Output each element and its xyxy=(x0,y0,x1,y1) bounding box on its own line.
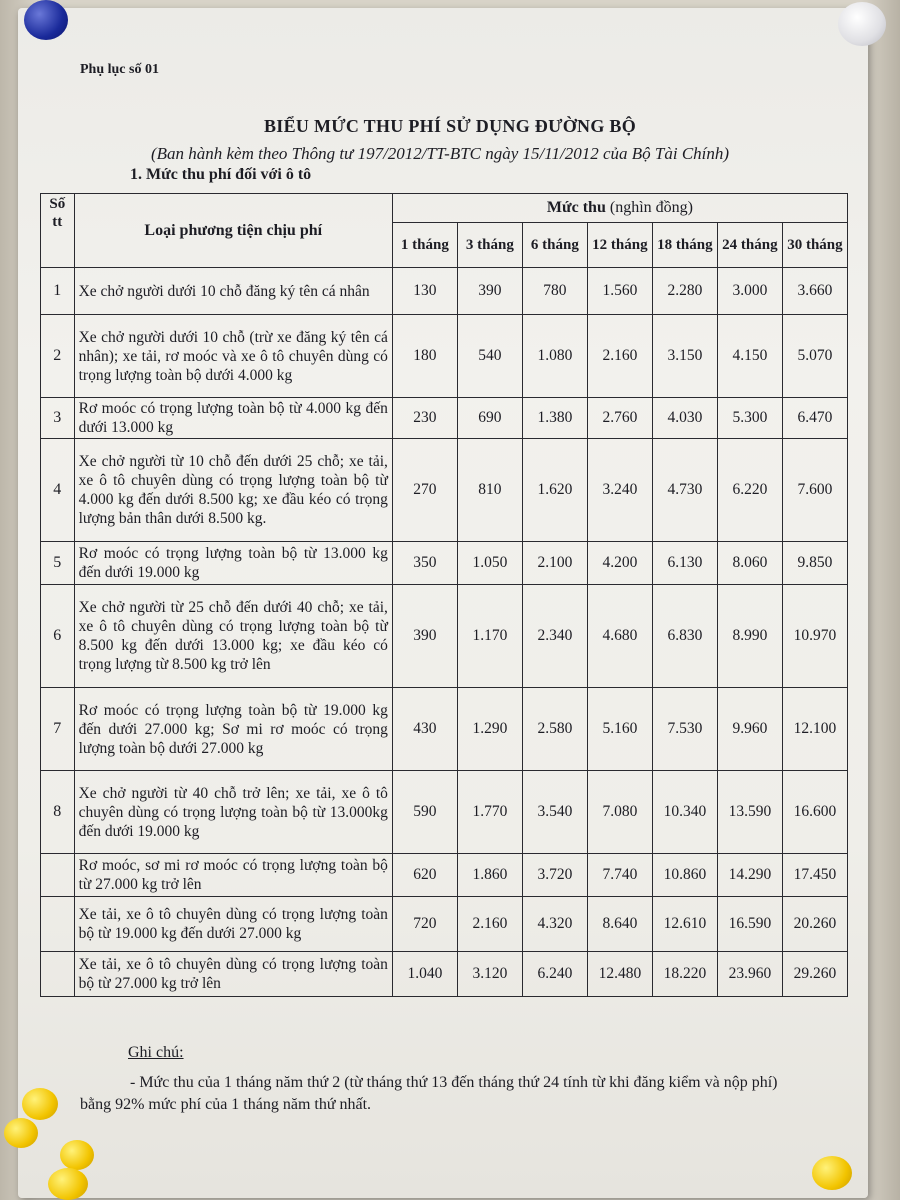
fee-value: 10.970 xyxy=(782,585,847,688)
row-number xyxy=(41,854,75,897)
fee-value: 4.200 xyxy=(587,542,652,585)
table-row xyxy=(41,688,848,771)
header-number: Số tt xyxy=(41,194,75,268)
notes-text: - Mức thu của 1 tháng năm thứ 2 (từ tháng thứ 13 đến tháng thứ 24 tính từ khi đăng kiểm và nộp phí) bằng 92% mức phí của 1 tháng năm thứ nhất. xyxy=(80,1074,778,1113)
table-row xyxy=(41,771,848,854)
header-month: 6 tháng xyxy=(522,223,587,268)
header-rate xyxy=(392,194,847,223)
fee-value: 180 xyxy=(392,315,457,398)
fee-value: 7.740 xyxy=(587,854,652,897)
fee-value: 5.070 xyxy=(782,315,847,398)
fee-value: 12.480 xyxy=(587,952,652,997)
fee-value: 4.680 xyxy=(587,585,652,688)
fee-value: 4.150 xyxy=(717,315,782,398)
fee-value: 1.770 xyxy=(457,771,522,854)
vehicle-description: Xe chở người dưới 10 chỗ đăng ký tên cá nhân xyxy=(74,268,392,315)
row-number: 2 xyxy=(41,315,75,398)
fee-value: 6.830 xyxy=(652,585,717,688)
header-rate-label: Mức thu xyxy=(546,199,606,216)
table-row xyxy=(41,398,848,439)
header-month: 18 tháng xyxy=(652,223,717,268)
fee-value: 810 xyxy=(457,439,522,542)
fee-value: 12.610 xyxy=(652,897,717,952)
yellow-pushpin-icon xyxy=(812,1156,852,1190)
fee-value: 1.290 xyxy=(457,688,522,771)
fee-value: 10.860 xyxy=(652,854,717,897)
vehicle-description: Rơ moóc có trọng lượng toàn bộ từ 13.000 kg đến dưới 19.000 kg xyxy=(74,542,392,585)
header-month: 1 tháng xyxy=(392,223,457,268)
vehicle-description: Rơ moóc có trọng lượng toàn bộ từ 19.000 kg đến dưới 27.000 kg; Sơ mi rơ moóc có trọng lượng toàn bộ dưới 27.000 kg xyxy=(74,688,392,771)
fee-value: 5.300 xyxy=(717,398,782,439)
vehicle-description: Xe chở người từ 25 chỗ đến dưới 40 chỗ; xe tải, xe ô tô chuyên dùng có trọng lượng toàn bộ từ 8.500 kg đến dưới 13.000 kg; xe đầu kéo có trọng lượng từ 8.500 kg trở lên xyxy=(74,585,392,688)
row-number: 6 xyxy=(41,585,75,688)
vehicle-description: Xe chở người từ 40 chỗ trở lên; xe tải, xe ô tô chuyên dùng có trọng lượng toàn bộ từ 13.000kg đến dưới 19.000 kg xyxy=(74,771,392,854)
table-row xyxy=(41,897,848,952)
document-subtitle: (Ban hành kèm theo Thông tư 197/2012/TT-BTC ngày 15/11/2012 của Bộ Tài Chính) xyxy=(150,144,730,163)
fee-value: 2.760 xyxy=(587,398,652,439)
header-month: 30 tháng xyxy=(782,223,847,268)
header-vehicle-type: Loại phương tiện chịu phí xyxy=(74,194,392,268)
fee-value: 2.280 xyxy=(652,268,717,315)
fee-value: 13.590 xyxy=(717,771,782,854)
document-title: BIỂU MỨC THU PHÍ SỬ DỤNG ĐƯỜNG BỘ xyxy=(263,116,637,136)
fee-value: 2.340 xyxy=(522,585,587,688)
vehicle-description: Rơ moóc, sơ mi rơ moóc có trọng lượng toàn bộ từ 27.000 kg trở lên xyxy=(74,854,392,897)
yellow-pushpin-icon xyxy=(4,1118,38,1148)
fee-value: 620 xyxy=(392,854,457,897)
vehicle-description: Xe tải, xe ô tô chuyên dùng có trọng lượng toàn bộ từ 27.000 kg trở lên xyxy=(74,952,392,997)
fee-value: 14.290 xyxy=(717,854,782,897)
fee-value: 1.620 xyxy=(522,439,587,542)
header-month: 12 tháng xyxy=(587,223,652,268)
table-row xyxy=(41,268,848,315)
section-heading: 1. Mức thu phí đối với ô tô xyxy=(130,166,312,183)
yellow-pushpin-icon xyxy=(60,1140,94,1170)
fee-value: 1.860 xyxy=(457,854,522,897)
header-rate-unit: (nghìn đồng) xyxy=(609,199,693,216)
vehicle-description: Xe chở người dưới 10 chỗ (trừ xe đăng ký tên cá nhân); xe tải, rơ moóc và xe ô tô chuyên dùng có trọng lượng toàn bộ dưới 4.000 kg xyxy=(74,315,392,398)
notes-title: Ghi chú: xyxy=(128,1044,184,1061)
fee-value: 1.080 xyxy=(522,315,587,398)
fee-value: 4.030 xyxy=(652,398,717,439)
row-number xyxy=(41,952,75,997)
fee-value: 780 xyxy=(522,268,587,315)
fee-value: 1.560 xyxy=(587,268,652,315)
row-number xyxy=(41,897,75,952)
vehicle-description: Rơ moóc có trọng lượng toàn bộ từ 4.000 kg đến dưới 13.000 kg xyxy=(74,398,392,439)
fee-value: 6.470 xyxy=(782,398,847,439)
fee-value: 590 xyxy=(392,771,457,854)
fee-value: 2.160 xyxy=(587,315,652,398)
fee-value: 17.450 xyxy=(782,854,847,897)
table-row xyxy=(41,952,848,997)
table-row xyxy=(41,439,848,542)
vehicle-description: Xe tải, xe ô tô chuyên dùng có trọng lượng toàn bộ từ 19.000 kg đến dưới 27.000 kg xyxy=(74,897,392,952)
fee-value: 1.170 xyxy=(457,585,522,688)
fee-value: 8.060 xyxy=(717,542,782,585)
fee-value: 4.730 xyxy=(652,439,717,542)
fee-table xyxy=(40,193,848,997)
row-number: 4 xyxy=(41,439,75,542)
fee-value: 4.320 xyxy=(522,897,587,952)
fee-value: 1.380 xyxy=(522,398,587,439)
fee-value: 130 xyxy=(392,268,457,315)
fee-value: 3.660 xyxy=(782,268,847,315)
fee-value: 690 xyxy=(457,398,522,439)
fee-value: 18.220 xyxy=(652,952,717,997)
fee-value: 390 xyxy=(457,268,522,315)
fee-value: 6.220 xyxy=(717,439,782,542)
table-row xyxy=(41,585,848,688)
header-month: 3 tháng xyxy=(457,223,522,268)
fee-value: 2.160 xyxy=(457,897,522,952)
row-number: 1 xyxy=(41,268,75,315)
fee-value: 7.600 xyxy=(782,439,847,542)
fee-value: 1.050 xyxy=(457,542,522,585)
fee-value: 12.100 xyxy=(782,688,847,771)
fee-value: 8.990 xyxy=(717,585,782,688)
fee-value: 6.130 xyxy=(652,542,717,585)
fee-value: 6.240 xyxy=(522,952,587,997)
row-number: 5 xyxy=(41,542,75,585)
fee-value: 430 xyxy=(392,688,457,771)
row-number: 7 xyxy=(41,688,75,771)
header-month: 24 tháng xyxy=(717,223,782,268)
yellow-pushpin-icon xyxy=(22,1088,58,1120)
fee-value: 20.260 xyxy=(782,897,847,952)
fee-value: 390 xyxy=(392,585,457,688)
table-row xyxy=(41,854,848,897)
fee-value: 16.600 xyxy=(782,771,847,854)
fee-value: 270 xyxy=(392,439,457,542)
fee-value: 3.540 xyxy=(522,771,587,854)
fee-value: 9.850 xyxy=(782,542,847,585)
fee-value: 230 xyxy=(392,398,457,439)
fee-value: 5.160 xyxy=(587,688,652,771)
row-number: 8 xyxy=(41,771,75,854)
table-row xyxy=(41,542,848,585)
fee-value: 3.150 xyxy=(652,315,717,398)
fee-value: 2.100 xyxy=(522,542,587,585)
fee-value: 10.340 xyxy=(652,771,717,854)
row-number: 3 xyxy=(41,398,75,439)
fee-value: 720 xyxy=(392,897,457,952)
fee-value: 3.120 xyxy=(457,952,522,997)
fee-value: 23.960 xyxy=(717,952,782,997)
fee-value: 3.720 xyxy=(522,854,587,897)
blue-pushpin-icon xyxy=(24,0,68,40)
fee-value: 350 xyxy=(392,542,457,585)
fee-value: 16.590 xyxy=(717,897,782,952)
fee-value: 2.580 xyxy=(522,688,587,771)
white-pushpin-icon xyxy=(838,2,886,46)
table-row xyxy=(41,315,848,398)
fee-value: 1.040 xyxy=(392,952,457,997)
vehicle-description: Xe chở người từ 10 chỗ đến dưới 25 chỗ; xe tải, xe ô tô chuyên dùng có trọng lượng toàn bộ từ 4.000 kg đến dưới 8.500 kg; xe đầu kéo có trọng lượng bản thân dưới 8.500 kg. xyxy=(74,439,392,542)
fee-value: 540 xyxy=(457,315,522,398)
fee-value: 7.530 xyxy=(652,688,717,771)
yellow-pushpin-icon xyxy=(48,1168,88,1200)
fee-value: 3.000 xyxy=(717,268,782,315)
appendix-label: Phụ lục số 01 xyxy=(80,62,159,77)
fee-value: 29.260 xyxy=(782,952,847,997)
fee-value: 8.640 xyxy=(587,897,652,952)
fee-value: 7.080 xyxy=(587,771,652,854)
fee-value: 3.240 xyxy=(587,439,652,542)
fee-value: 9.960 xyxy=(717,688,782,771)
